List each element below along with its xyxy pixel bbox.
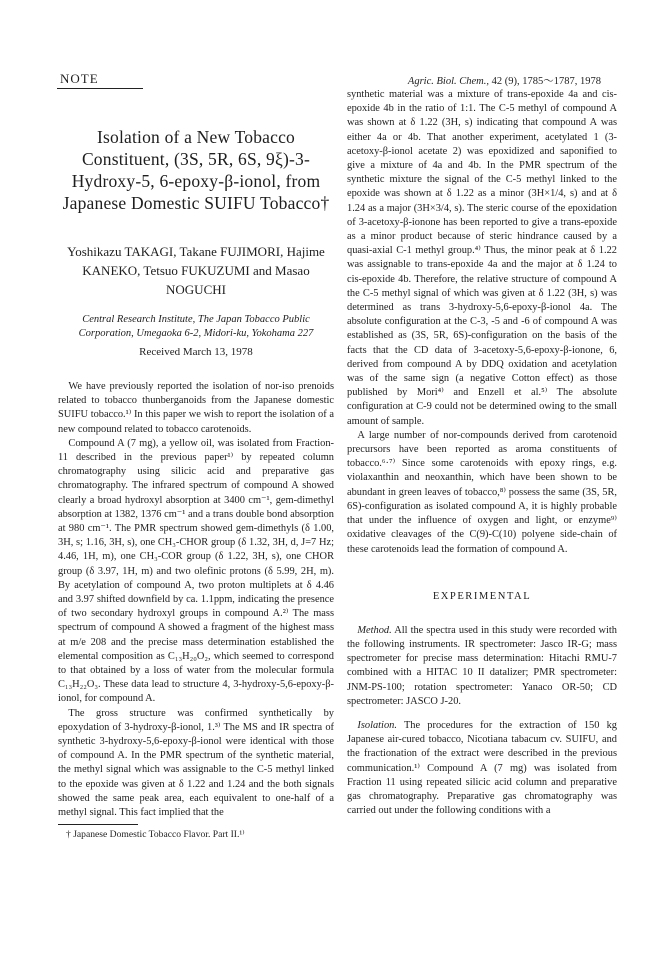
author-affiliation: Central Research Institute, The Japan Tobacco Public Corporation, Umegaoka 6-2, Midori-ku, Yokohama 227 bbox=[78, 314, 314, 339]
paragraph: synthetic material was a mixture of trans-epoxide 4a and cis-epoxide 4b in the ratio of 1:1. The C-5 methyl of compound A was shown at δ 1.22 (3H, s) indicating that compound A was either 4a or 4b. That another experiment, acetylated 1 (3-acetoxy-β-ionol acetate 2) was epoxidized and saponified to give a mixture of 4a and 4b. In the PMR spectrum of the synthetic mixture the signal of the C-5 methyl linked to the epoxide was shown at δ 1.22 as a minor (3H×1/4, s) and at δ 1.24 as a major (3H×3/4, s). The steric course of the epoxidation of 3-acetoxy-β-ionone has been reported to give a trans-epoxide as a minor product because of steric hindrance caused by a quasi-axial C-1 methyl group.⁴⁾ Thus, the minor peak at δ 1.22 was assignable to trans-epoxide 4a and the major at δ 1.24 to cis-epoxide 4b. Therefore, the relative structure of compound A the C-5 methyl signal of which was given at δ 1.22 (3H, s) was determined as trans 3-hydroxy-5,6-epoxy-β-ionol 4a. The absolute configuration at the C-3, -5 and -6 of compound A was established as (3S, 5R, 6S)-configuration on the basis of the facts that the CD data of 3-acetoxy-5,6-epoxy-β-ionone, 6, derived from compound A by DDQ oxidation and acetylation was of the same sign (a negative Cotton effect) as those published by Mori⁴⁾ and Enzell et al.⁵⁾ The absolute configuration at C-9 could not be determined owing to the small amount of sample. bbox=[347, 89, 617, 427]
footnote-rule bbox=[58, 824, 138, 825]
article-type-label bbox=[60, 71, 140, 87]
article-title: Isolation of a New Tobacco Constituent, (3S, 5R, 6S, 9ξ)-3-Hydroxy-5, 6-epoxy-β-ionol, from Japanese Domestic SUIFU Tobacco† bbox=[62, 127, 330, 213]
paragraph: The gross structure was confirmed synthetically by epoxydation of 3-hydroxy-β-ionol, 1.³⁾ The MS and IR spectra of synthetic 3-hydroxy-5,6-epoxy-β-ionol were identical with those of compound A. In the PMR spectrum of the synthetic material, the methyl signal which was assignable to the C-5 methyl linked to the epoxide was given at δ 1.22 and 1.24 and the both signals showed the same peak area, each equivalent to one-half of a methyl signal. This fact implied that the bbox=[58, 707, 334, 819]
article-authors: Yoshikazu TAKAGI, Takane FUJIMORI, Hajime KANEKO, Tetsuo FUKUZUMI and Masao NOGUCHI bbox=[67, 244, 325, 297]
method-label: Method. bbox=[357, 624, 392, 636]
isolation-paragraph bbox=[347, 719, 617, 818]
header-rule bbox=[57, 88, 143, 89]
journal-volume: 42 (9), 1785～1787, 1978 bbox=[491, 76, 601, 87]
received-date: Received March 13, 1978 bbox=[139, 346, 253, 358]
left-body-text bbox=[58, 380, 334, 820]
method-paragraph bbox=[347, 624, 617, 709]
right-column bbox=[347, 88, 617, 818]
method-text: All the spectra used in this study were recorded with the following instruments. IR spectrometer: Jasco IR-G; mass spectrometer for precise mass determination: Hitachi RMU-7 combined with a HITAC 10 II datalizer; PMR spectrometer: JNM-PS-100; rotation spectrometer: Yanaco OR-50; CD spectrometer: JASCO J-20. bbox=[347, 624, 617, 707]
footnote: † Japanese Domestic Tobacco Flavor. Part II.¹⁾ bbox=[66, 829, 245, 841]
journal-name: Agric. Biol. Chem., bbox=[407, 76, 489, 87]
experimental-text bbox=[347, 624, 617, 819]
journal-citation bbox=[408, 73, 601, 88]
section-heading: EXPERIMENTAL bbox=[432, 590, 532, 602]
paragraph: A large number of nor-compounds derived from carotenoid precursors have been reported as aroma constituents of tobacco.⁶·⁷⁾ Since some carotenoids with epoxy rings, e.g. violaxanthin and neoxanthin, which have been shown to be abundant in green leaves of tobacco,⁸⁾ possess the same (3S, 5R, 6S)-configuration as isolated compound A, it is highly probable that under the influence of oxygen and light, or enzyme⁹⁾ oxidative cleavages of the C(9)-C(10) polyene side-chain of these carotenoids lead the formation of compound A. bbox=[347, 429, 617, 555]
left-column bbox=[58, 126, 334, 841]
paragraph: We have previously reported the isolation of nor-iso prenoids related to tobacco thunberganoids from the Japanese domestic SUIFU tobacco.¹⁾ In this paper we wish to report the isolation of a new compound related to tobacco carotenoids. bbox=[58, 381, 334, 435]
isolation-text: The procedures for the extraction of 150 kg Japanese air-cured tobacco, Nicotiana tabacum cv. SUIFU, and the fractionation of the extract were described in the previous communication.¹⁾ Compound A (7 mg) was isolated from Fraction 11 using repeated silicic acid column and preparative gas chromatography. Preparative gas chromatography was carried out under the following conditions with a bbox=[347, 719, 617, 817]
note-label: NOTE bbox=[60, 71, 99, 86]
isolation-label: Isolation. bbox=[357, 719, 397, 731]
paragraph: Compound A (7 mg), a yellow oil, was isolated from Fraction-11 described in the previous paper¹⁾ by repeated column chromatography using silicic acid and preparative gas chromatography. The infrared spectrum of compound A showed clearly a broad hydroxyl absorption at 3400 cm⁻¹, gem-dimethyl absorption at 1382, 1376 cm⁻¹ and a trans double bond absorption at 980 cm⁻¹. The PMR spectrum showed gem-dimethyls (δ 1.00, 3H, s; 1.16, 3H, s), one CH₃-CHOR group (δ 1.32, 3H, d, J=7 Hz; 4.46, 1H, m), one CH₃-COR group (δ 1.22, 3H, s), one CHOR group (δ 3.97, 1H, m) and two olefinic protons (δ 5.99, 2H, m). By acetylation of compound A, two proton multiplets at δ 4.46 and 3.97 shifted downfield by ca. 1.1ppm, indicating the presence of two secondary hydroxyl groups in compound A.²⁾ The mass spectrum of compound A showed a fragment of the highest mass at m/e 208 and the precise mass determination established the elemental composition as C₁₃H₂₀O₂, which seemed to correspond to that obtained by a loss of water from the molecular formula C₁₃H₂₂O₃. These data lead to structure 4, 3-hydroxy-5,6-epoxy-β-ionol, for compound A. bbox=[58, 437, 334, 705]
right-body-text bbox=[347, 88, 617, 557]
